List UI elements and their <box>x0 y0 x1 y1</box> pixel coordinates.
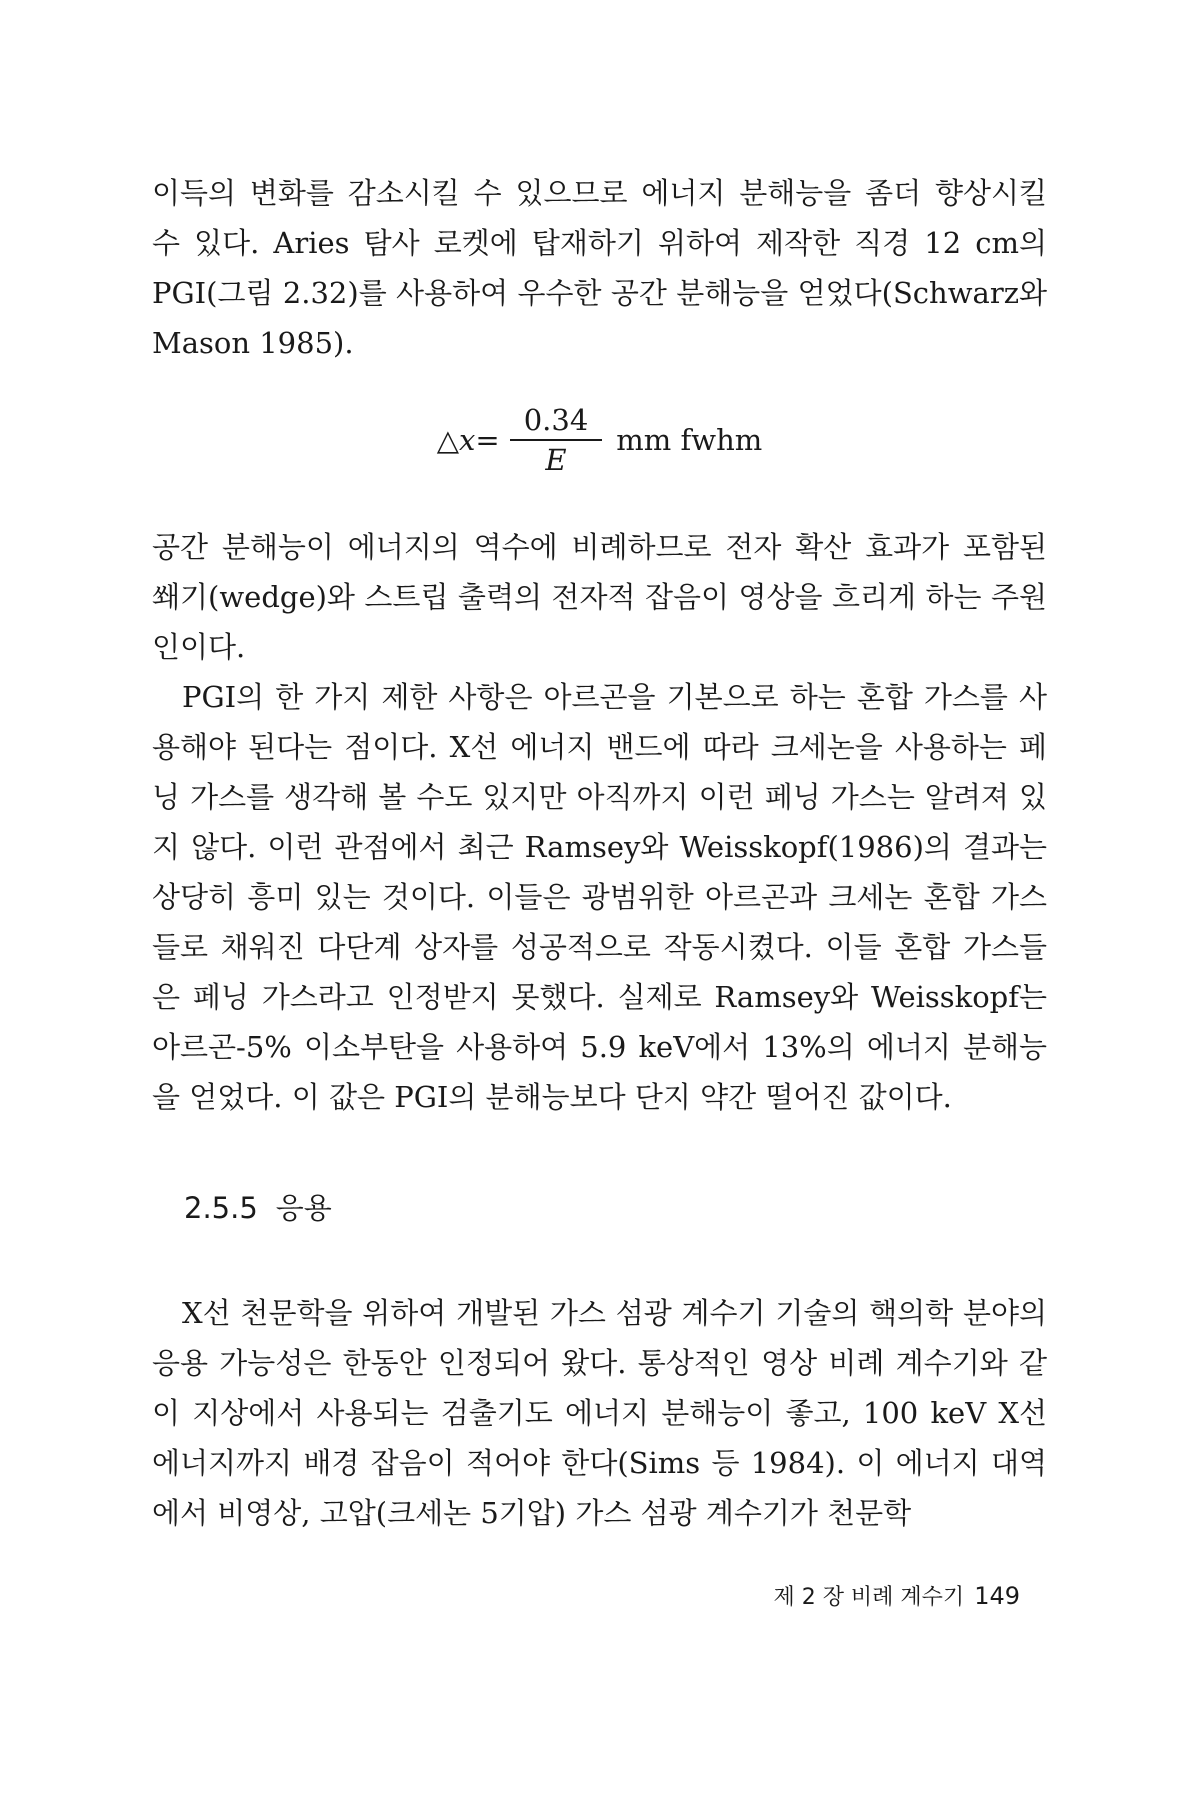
page-body <box>152 168 1047 1538</box>
paragraph-1: 이득의 변화를 감소시킬 수 있으므로 에너지 분해능을 좀더 향상시킬 수 있다. Aries 탐사 로켓에 탑재하기 위하여 제작한 직경 12 cm의 PGI(그림 2.32)를 사용하여 우수한 공간 분해능을 얻었다(Schwarz와 Mason 1985). <box>152 176 1047 360</box>
paragraph-3: PGI의 한 가지 제한 사항은 아르곤을 기본으로 하는 혼합 가스를 사용해야 된다는 점이다. X선 에너지 밴드에 따라 크세논을 사용하는 페닝 가스를 생각해 볼 수도 있지만 아직까지 이런 페닝 가스는 알려져 있지 않다. 이런 관점에서 최근 Ramsey와 Weisskopf(1986)의 결과는 상당히 흥미 있는 것이다. 이들은 광범위한 아르곤과 크세논 혼합 가스들로 채워진 다단계 상자를 성공적으로 작동시켰다. 이들 혼합 가스들은 페닝 가스라고 인정받지 못했다. 실제로 Ramsey와 Weisskopf는 아르곤-5% 이소부탄을 사용하여 5.9 keV에서 13%의 에너지 분해능을 얻었다. 이 값은 PGI의 분해능보다 단지 약간 떨어진 값이다. <box>152 680 1047 1114</box>
fraction-denominator: E <box>545 443 567 477</box>
paragraph-4: X선 천문학을 위하여 개발된 가스 섬광 계수기 기술의 핵의학 분야의 응용 가능성은 한동안 인정되어 왔다. 통상적인 영상 비례 계수기와 같이 지상에서 사용되는 검출기도 에너지 분해능이 좋고, 100 keV X선 에너지까지 배경 잡음이 적어야 한다(Sims 등 1984). 이 에너지 대역에서 비영상, 고압(크세논 5기압) 가스 섬광 계수기가 천문학 <box>152 1296 1047 1530</box>
equation-unit: mm fwhm <box>616 423 763 457</box>
paragraph-2: 공간 분해능이 에너지의 역수에 비례하므로 전자 확산 효과가 포함된 쐐기(wedge)와 스트립 출력의 전자적 잡음이 영상을 흐리게 하는 주원인이다. <box>152 530 1047 664</box>
page-footer <box>773 1580 1020 1611</box>
equals-sign: = <box>475 423 500 457</box>
equation-position-resolution <box>152 398 1047 482</box>
running-chapter-title: 제 2 장 비례 계수기 <box>773 1585 965 1610</box>
section-heading <box>184 1188 1047 1228</box>
fraction-numerator: 0.34 <box>510 403 603 441</box>
section-number: 2.5.5 <box>184 1191 258 1225</box>
equation-lhs <box>437 423 500 457</box>
variable-x: x <box>459 423 476 457</box>
page-number: 149 <box>974 1582 1020 1610</box>
section-title: 응용 <box>275 1191 332 1225</box>
fraction <box>510 403 603 477</box>
delta-symbol: △ <box>436 423 460 457</box>
